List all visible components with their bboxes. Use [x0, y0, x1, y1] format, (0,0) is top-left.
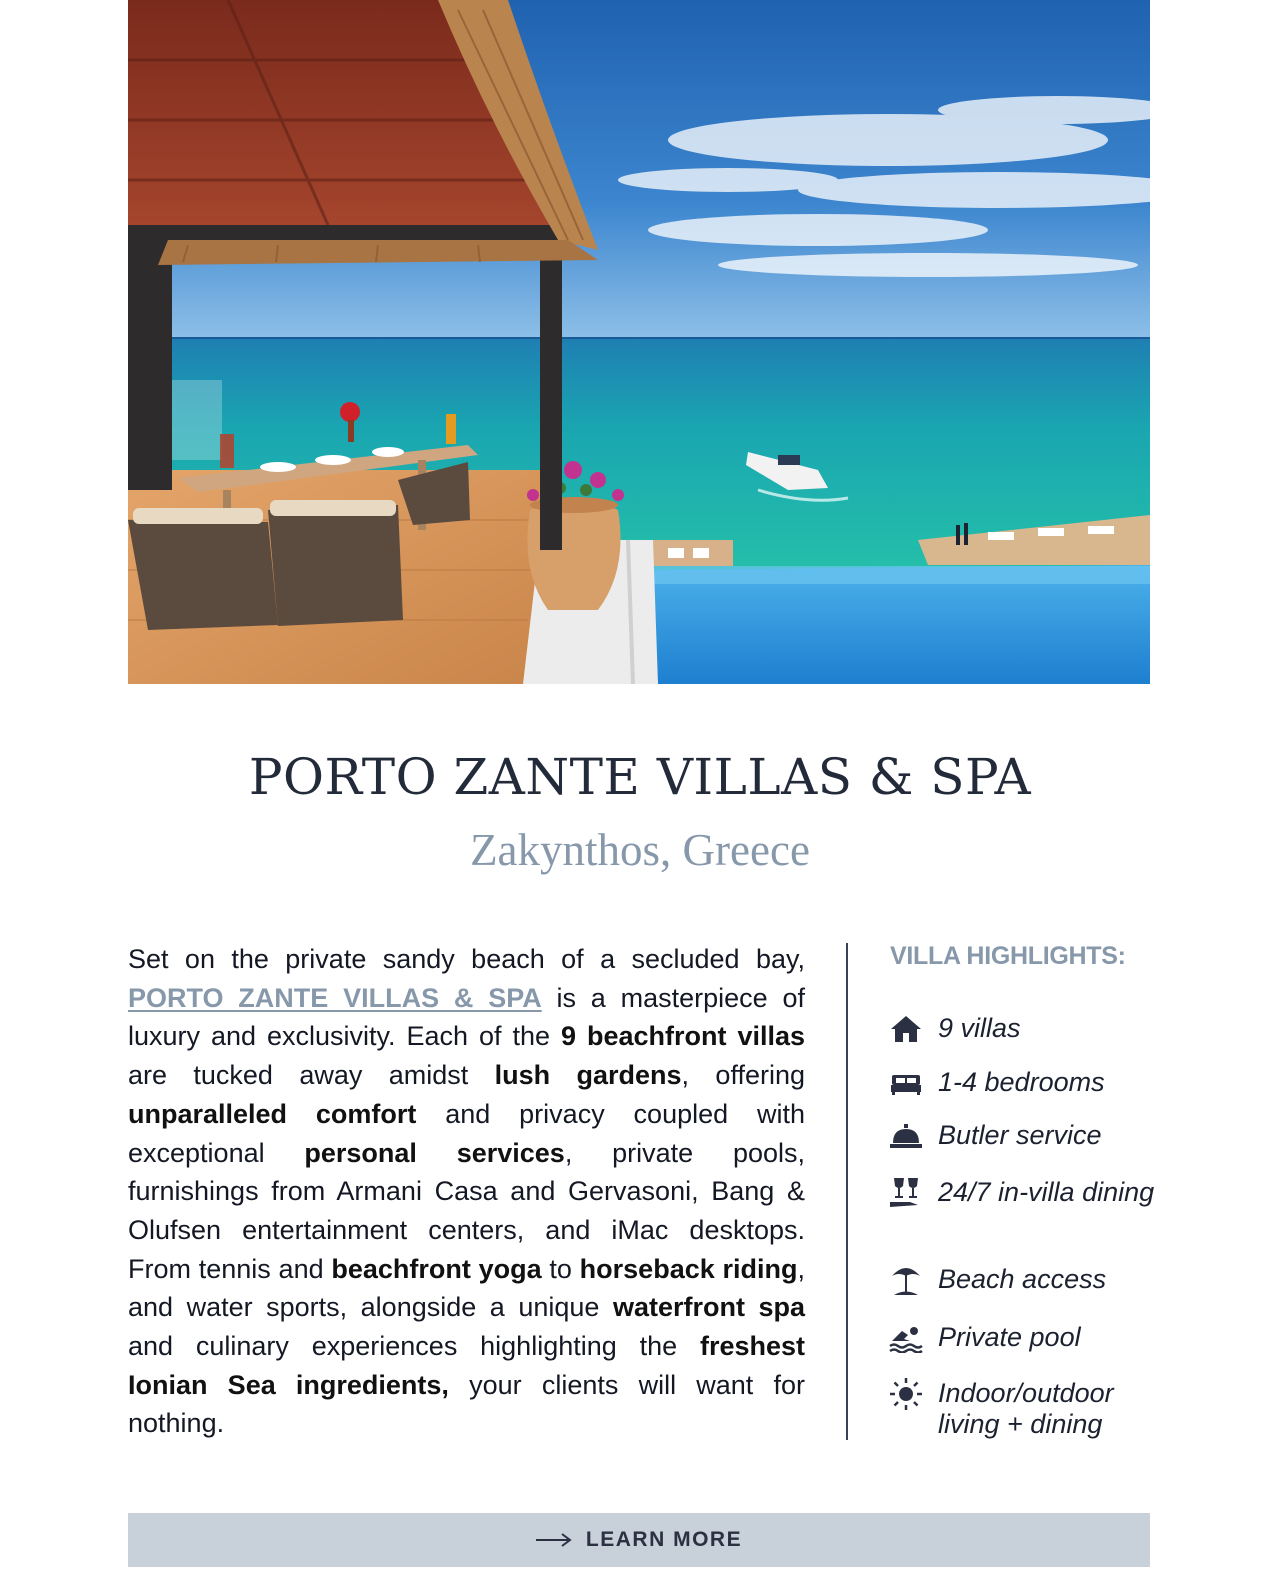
sun-icon — [886, 1378, 926, 1410]
copy-bold: personal services — [304, 1137, 565, 1168]
hero-image — [128, 0, 1150, 684]
house-icon — [886, 1013, 926, 1045]
copy-text: , private pools, furnishings from Armani Casa and Gervasoni, Bang & Olufsen entertainment centers, and iMac desktops. From tennis and — [128, 1137, 805, 1284]
bed-icon — [886, 1067, 926, 1099]
highlight-item-beach — [886, 1264, 1166, 1296]
copy-bold: horseback riding — [579, 1253, 798, 1284]
copy-bold: beachfront yoga — [331, 1253, 542, 1284]
highlight-item-pool — [886, 1322, 1166, 1354]
highlight-label: 9 villas — [938, 1013, 1021, 1043]
learn-more-button[interactable] — [128, 1513, 1150, 1567]
copy-text: Set on the private sandy beach of a secluded bay, — [128, 944, 805, 974]
highlight-label: 1-4 bedrooms — [938, 1067, 1105, 1097]
highlight-label: Indoor/outdoor living + dining — [938, 1378, 1114, 1439]
highlights-heading: VILLA HIGHLIGHTS: — [890, 942, 1126, 970]
property-link[interactable]: PORTO ZANTE VILLAS & SPA — [128, 982, 542, 1013]
highlight-label: Beach access — [938, 1264, 1107, 1294]
copy-text: , offering — [681, 1060, 805, 1091]
column-divider — [846, 943, 848, 1440]
highlight-item-bedrooms — [886, 1067, 1166, 1099]
highlight-item-villas — [886, 1013, 1166, 1045]
copy-text: to — [541, 1253, 580, 1284]
copy-bold: lush gardens — [494, 1060, 682, 1091]
highlight-label: 24/7 in-villa dining — [938, 1177, 1155, 1207]
copy-text: and culinary experiences highlighting the — [128, 1331, 700, 1362]
page-title: PORTO ZANTE VILLAS & SPA — [248, 748, 1032, 806]
copy-text: is a masterpiece of luxury and exclusivity. Each of the — [128, 982, 805, 1052]
highlight-label: Private pool — [938, 1322, 1081, 1352]
description-paragraph — [128, 940, 805, 1443]
swimmer-icon — [886, 1322, 926, 1354]
highlight-item-dining — [886, 1177, 1166, 1209]
copy-text: are tucked away amidst — [128, 1060, 495, 1091]
arrow-right-icon — [536, 1533, 572, 1547]
copy-bold: 9 beachfront villas — [560, 1021, 805, 1052]
service-bell-icon — [886, 1120, 926, 1152]
copy-bold: freshest Ionian Sea ingredients, — [128, 1331, 805, 1400]
highlight-label: Butler service — [938, 1120, 1102, 1150]
copy-bold: waterfront spa — [612, 1292, 805, 1323]
highlight-item-indoor-outdoor — [886, 1378, 1166, 1440]
copy-text: and privacy coupled with exceptional — [128, 1098, 806, 1168]
highlight-item-butler — [886, 1120, 1166, 1152]
location-subtitle: Zakynthos, Greece — [470, 825, 810, 875]
learn-more-label: LEARN MORE — [585, 1528, 743, 1551]
beach-umbrella-icon — [886, 1264, 926, 1296]
dining-glasses-icon — [886, 1177, 926, 1209]
copy-text: your clients will want for nothing. — [128, 1369, 805, 1439]
copy-text: , and water sports, alongside a unique — [128, 1253, 805, 1323]
copy-bold: unparalleled comfort — [128, 1098, 417, 1129]
